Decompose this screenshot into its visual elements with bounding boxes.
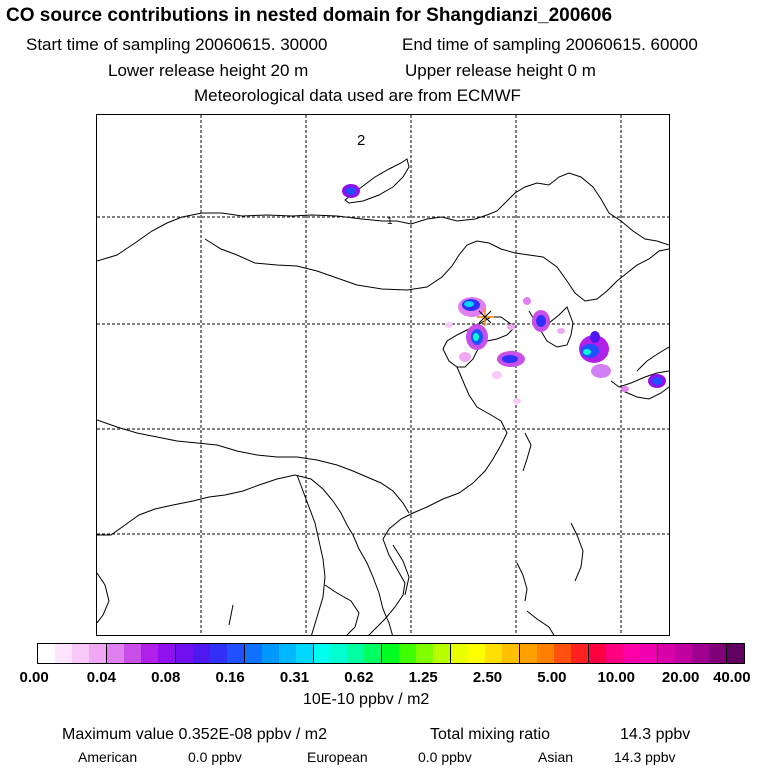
colorbar-swatch bbox=[38, 644, 55, 663]
american-value: 0.0 ppbv bbox=[188, 749, 242, 765]
colorbar-tick-label: 10.00 bbox=[597, 669, 636, 686]
colorbar-swatch bbox=[72, 644, 89, 663]
colorbar-swatch bbox=[709, 644, 727, 663]
colorbar-swatch bbox=[485, 644, 502, 663]
page-title: CO source contributions in nested domain for Shangdianzi_200606 bbox=[6, 5, 613, 26]
map-label-2: 2 bbox=[357, 132, 366, 149]
colorbar-swatch bbox=[537, 644, 554, 663]
total-mixing-value: 14.3 ppbv bbox=[620, 726, 691, 743]
graticule bbox=[97, 115, 670, 636]
colorbar-tick-label: 0.08 bbox=[151, 669, 181, 686]
colorbar-swatch bbox=[520, 644, 537, 663]
colorbar-swatch bbox=[727, 644, 744, 663]
european-label: European bbox=[307, 749, 368, 765]
colorbar-tick-label: 0.31 bbox=[279, 669, 310, 686]
colorbar-swatch bbox=[502, 644, 520, 663]
colorbar-swatch bbox=[107, 644, 124, 663]
colorbar-swatch bbox=[124, 644, 141, 663]
colorbar-swatch bbox=[89, 644, 107, 663]
european-value: 0.0 ppbv bbox=[418, 749, 472, 765]
colorbar-tick-label: 1.25 bbox=[408, 669, 438, 686]
upper-release-label: Upper release height 0 m bbox=[405, 61, 596, 80]
met-data-label: Meteorological data used are from ECMWF bbox=[194, 86, 521, 105]
asian-value: 14.3 ppbv bbox=[614, 749, 676, 765]
map-label-1: 1 bbox=[387, 216, 393, 227]
map-panel bbox=[96, 114, 670, 636]
coastlines-borders bbox=[97, 159, 669, 636]
colorbar-units: 10E-10 ppbv / m2 bbox=[303, 691, 430, 708]
colorbar-tick-label: 0.04 bbox=[86, 669, 116, 686]
colorbar-tick-label: 2.50 bbox=[472, 669, 503, 686]
colorbar-swatch bbox=[382, 644, 399, 663]
colorbar-swatch bbox=[451, 644, 468, 663]
end-time-label: End time of sampling 20060615. 60000 bbox=[402, 35, 698, 54]
start-time-label: Start time of sampling 20060615. 30000 bbox=[26, 35, 328, 54]
colorbar-swatch bbox=[158, 644, 176, 663]
colorbar-tick-label: 5.00 bbox=[537, 669, 567, 686]
colorbar-swatch bbox=[347, 644, 364, 663]
colorbar bbox=[37, 643, 745, 664]
colorbar-swatch bbox=[675, 644, 692, 663]
max-value-label: Maximum value 0.352E-08 ppbv / m2 bbox=[62, 726, 328, 743]
asian-label: Asian bbox=[538, 749, 574, 765]
total-mixing-label: Total mixing ratio bbox=[430, 726, 551, 743]
colorbar-swatch bbox=[658, 644, 675, 663]
colorbar-swatch bbox=[262, 644, 279, 663]
colorbar-swatch bbox=[416, 644, 433, 663]
colorbar-swatch bbox=[589, 644, 606, 663]
colorbar-swatch bbox=[571, 644, 589, 663]
colorbar-swatch bbox=[210, 644, 227, 663]
colorbar-swatch bbox=[176, 644, 193, 663]
american-label: American bbox=[78, 749, 138, 765]
colorbar-swatch bbox=[399, 644, 416, 663]
colorbar-swatch bbox=[193, 644, 210, 663]
colorbar-swatch bbox=[227, 644, 245, 663]
map-canvas bbox=[97, 115, 670, 636]
colorbar-swatch bbox=[296, 644, 314, 663]
colorbar-swatch bbox=[606, 644, 623, 663]
colorbar-tick-label: 0.00 bbox=[19, 669, 49, 686]
colorbar-swatch bbox=[279, 644, 296, 663]
colorbar-tick-label: 0.16 bbox=[215, 669, 245, 686]
colorbar-swatch bbox=[623, 644, 640, 663]
colorbar-swatch bbox=[364, 644, 382, 663]
colorbar-swatch bbox=[55, 644, 72, 663]
colorbar-swatch bbox=[468, 644, 485, 663]
colorbar-tick-label: 0.62 bbox=[344, 669, 374, 686]
colorbar-swatch bbox=[141, 644, 158, 663]
colorbar-swatch bbox=[692, 644, 709, 663]
colorbar-swatch bbox=[314, 644, 331, 663]
lower-release-label: Lower release height 20 m bbox=[108, 61, 309, 80]
colorbar-swatch bbox=[245, 644, 262, 663]
colorbar-swatch bbox=[433, 644, 451, 663]
colorbar-tick-label: 40.00 bbox=[713, 669, 751, 686]
colorbar-swatch bbox=[640, 644, 658, 663]
colorbar-swatch bbox=[554, 644, 571, 663]
colorbar-swatch bbox=[330, 644, 347, 663]
colorbar-tick-label: 20.00 bbox=[661, 669, 700, 686]
